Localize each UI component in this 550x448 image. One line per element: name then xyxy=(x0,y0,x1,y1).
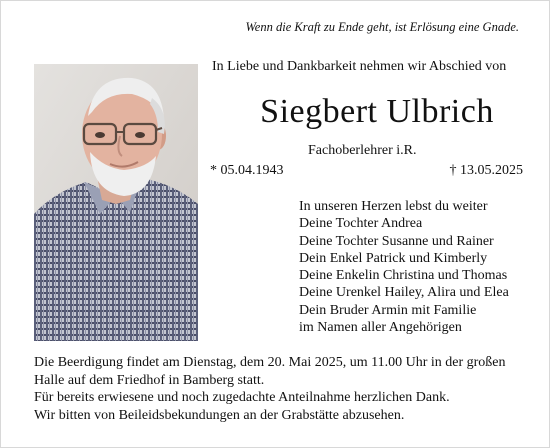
intro-text: In Liebe und Dankbarkeit nehmen wir Abschied von xyxy=(212,59,507,74)
mourner-line: Dein Enkel Patrick und Kimberly xyxy=(299,250,488,266)
mourner-line: In unseren Herzen lebst du weiter xyxy=(299,199,488,214)
birth-date: * 05.04.1943 xyxy=(210,163,284,178)
funeral-info-line: Die Beerdigung findet am Dienstag, dem 20. Mai 2025, um 11.00 Uhr in der großen xyxy=(34,355,506,370)
mourner-line: Deine Enkelin Christina und Thomas xyxy=(299,268,508,284)
deceased-name xyxy=(1,93,549,131)
mourner-line: Dein Bruder Armin mit Familie xyxy=(299,302,477,318)
deceased-name-text: Siegbert Ulbrich xyxy=(260,93,494,130)
mourner-line: Deine Tochter Susanne und Rainer xyxy=(299,233,494,249)
funeral-info xyxy=(34,354,506,424)
funeral-info-line: Wir bitten von Beileidsbekundungen an der Grabstätte abzusehen. xyxy=(34,407,405,423)
death-date: † 13.05.2025 xyxy=(449,163,523,178)
mourner-line: Deine Tochter Andrea xyxy=(299,216,423,232)
motto: Wenn die Kraft zu Ende geht, ist Erlösung eine Gnade. xyxy=(245,20,519,34)
mourner-line: im Namen aller Angehörigen xyxy=(299,320,462,336)
mourner-line: Deine Urenkel Hailey, Alira und Elea xyxy=(299,285,509,301)
profession: Fachoberlehrer i.R. xyxy=(308,143,417,158)
mourners-list xyxy=(299,198,509,336)
funeral-info-line: Für bereits erwiesene und noch zugedachte Anteilnahme herzlichen Dank. xyxy=(34,390,450,405)
funeral-info-line: Halle auf dem Friedhof in Bamberg statt. xyxy=(34,372,265,388)
